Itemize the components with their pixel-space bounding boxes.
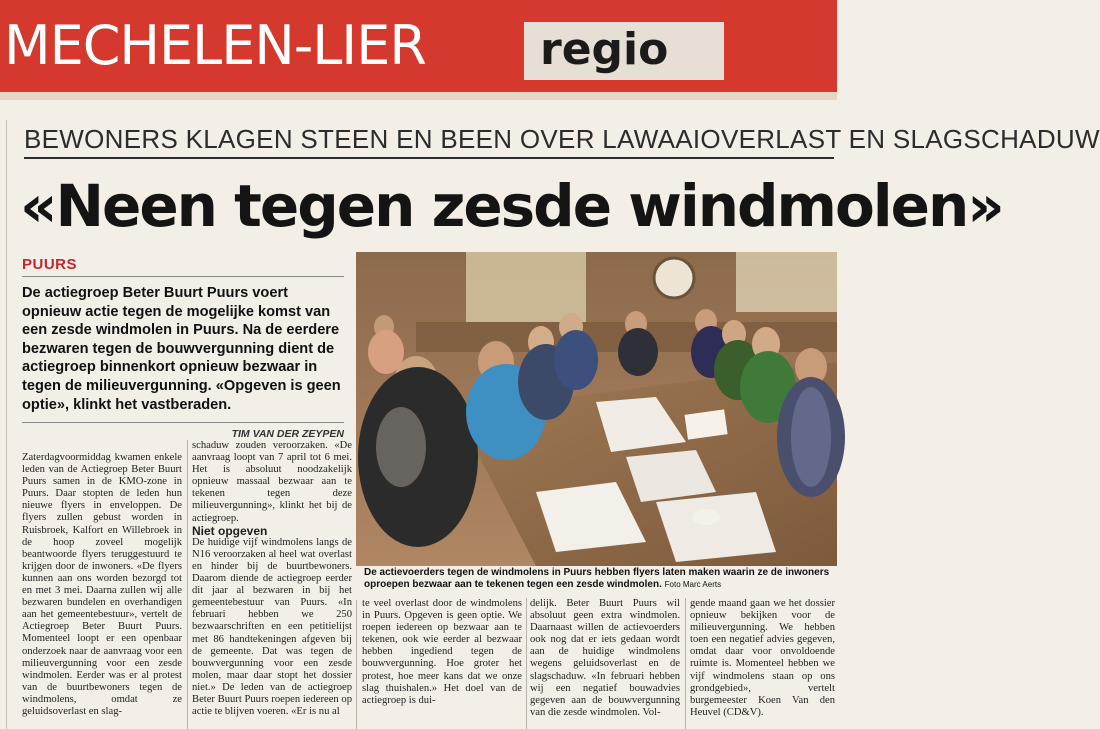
body-text-col1: Zaterdagvoormiddag kwamen enkele leden van de Actiegroep Beter Buurt Puurs samen in de KMO-zone in Puurs. Daar stopten de leden hun nieuwe flyers in enveloppen. De flyers zullen gebust worden in Ruisbroek, Kalfort en Willebroek in de hoop zoveel mogelijk beantwoorde flyers teruggestuurd te krijgen door de inwoners. «De flyers kunnen aan ons worden bezorgd tot en met 3 mei. Daarna zullen wij alle bezwaren bundelen en overhandigen aan het gemeentebestuur», vertelt de Actiegroep Beter Buurt Puurs. Momenteel loopt er een openbaar onderzoek naar de aanvraag voor een milieuvergunning voor een zesde windmolen. Eerder was er al protest van de buurtbewoners tegen de windmolens, omdat ze geluidsoverlast en slag- bbox=[22, 452, 182, 717]
body-column-2 bbox=[192, 440, 352, 718]
body-text-col5: gende maand gaan we het dossier opnieuw bekijken voor de milieuvergunning. We hebben toen een negatief advies gegeven, omdat daar voor onvoldoende ruimte is. Momenteel hebben we vijf windmolens staan op ons grondgebied», vertelt burgemeester Koen Van den Heuvel (CD&V). bbox=[690, 598, 835, 718]
photo-caption bbox=[364, 567, 837, 591]
article-byline: TIM VAN DER ZEYPEN bbox=[231, 428, 344, 440]
column-divider bbox=[526, 598, 527, 729]
body-column-5 bbox=[690, 598, 835, 719]
photo-credit: Foto Marc Aerts bbox=[664, 580, 722, 589]
article-headline: «Neen tegen zesde windmolen» bbox=[20, 172, 1003, 240]
byline-rule bbox=[22, 422, 344, 423]
column-divider bbox=[685, 598, 686, 729]
kicker-rule bbox=[24, 157, 834, 159]
subheading: Niet opgeven bbox=[192, 523, 268, 538]
dateline-location: PUURS bbox=[22, 256, 78, 273]
article-lead: De actiegroep Beter Buurt Puurs voert opnieuw actie tegen de mogelijke komst van een zesde windmolen in Puurs. Na de eerdere bezwaren tegen de bouwvergunning dient de actiegroep binnenkort opnieuw bezwaar in tegen de milieuvergunning. «Opgeven is geen optie», klinkt het vastberaden. bbox=[22, 285, 341, 413]
dateline-rule bbox=[22, 276, 344, 277]
body-column-3 bbox=[362, 598, 522, 707]
photo-meeting-illustration bbox=[356, 252, 837, 566]
caption-text: De actievoerders tegen de windmolens in Puurs hebben flyers laten maken waarin ze de inwoners oproepen bezwaar aan te tekenen tegen een zesde windmolen. bbox=[364, 567, 830, 590]
body-column-4 bbox=[530, 598, 680, 719]
body-text-col2b: De huidige vijf windmolens langs de N16 veroorzaken al heel wat overlast en hinder bij de buurtbewoners. Daarom diende de actiegroep eerder dit jaar al bezwaren in bij het gemeentebestuur van Puurs. «In februari hebben we 250 bezwaarschriften en een petitielijst met 86 handtekeningen afgeven bij de gemeente. Dat was tegen de bouwvergunning voor een zesde molen, maar daar stopt het dossier niet.» De leden van de actiegroep Beter Buurt Puurs roepen iedereen op actie te blijven voeren. «Er is nu al bbox=[192, 536, 352, 718]
body-column-1 bbox=[22, 452, 182, 718]
body-text-col2a: schaduw zouden veroorzaken. «De aanvraag loopt van 7 april tot 6 mei. Het is absoluut noodzakelijk opnieuw massaal bezwaar aan te tekenen tegen deze milieuvergunning», klinkt het bij de actiegroep. bbox=[192, 440, 352, 524]
regio-label: regio bbox=[540, 24, 669, 75]
body-text-col3: te veel overlast door de windmolens in Puurs. Opgeven is geen optie. We roepen iedereen op bezwaar aan te tekenen, ook wie eerder al bezwaar hebben ingediend tegen de bouwvergunning. Hoe groter het protest, hoe meer kans dat we onze slag thuishalen.» Het doel van de actiegroep is dui- bbox=[362, 598, 522, 706]
body-text-col4: delijk. Beter Buurt Puurs wil absoluut geen extra windmolen. Daarnaast willen de actievoerders ook nog dat er iets gedaan wordt aan de huidige windmolens wegens geluidsoverlast en de slagschaduw. «In februari hebben wij een negatief bouwadvies gegeven aan de bouwvergunning van die zesde windmolen. Vol- bbox=[530, 598, 680, 718]
section-title: MECHELEN-LIER bbox=[4, 14, 426, 77]
column-divider bbox=[187, 440, 188, 729]
page-edge-rule bbox=[6, 120, 7, 729]
article-photo bbox=[356, 252, 837, 566]
column-divider bbox=[356, 600, 357, 729]
article-kicker: BEWONERS KLAGEN STEEN EN BEEN OVER LAWAAIOVERLAST EN SLAGSCHADUW bbox=[24, 124, 1100, 154]
banner-stripe bbox=[0, 92, 837, 100]
